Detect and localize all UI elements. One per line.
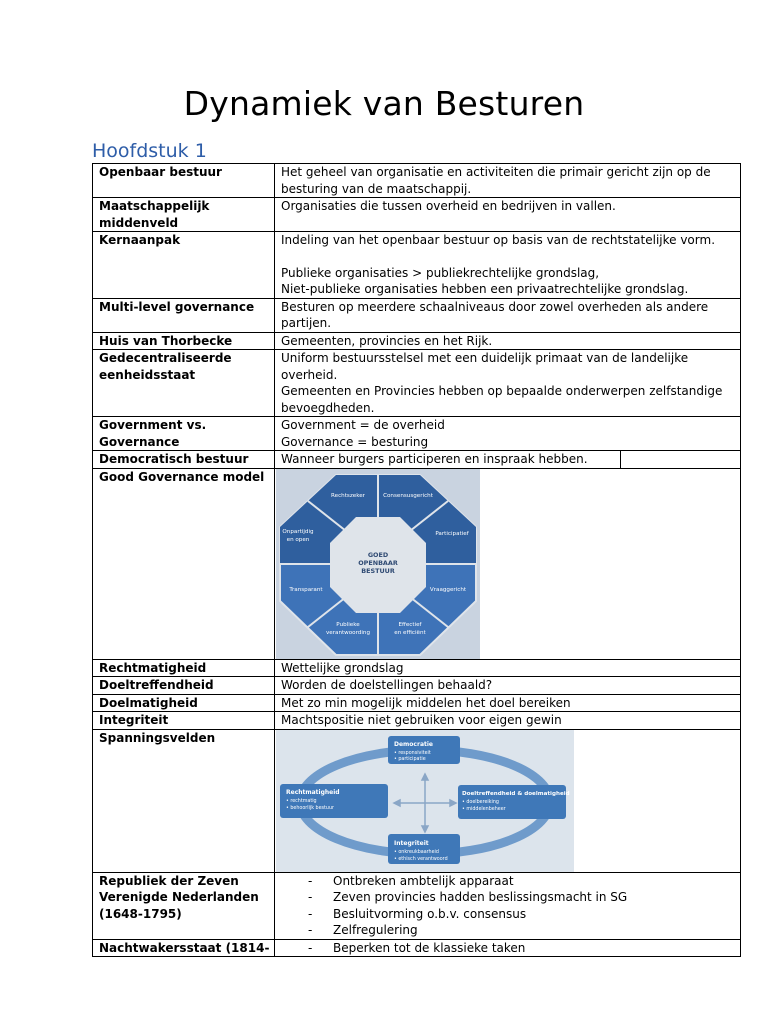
term-cell: Openbaar bestuur	[93, 164, 275, 198]
figure-cell	[275, 468, 741, 659]
term-cell: Democratisch bestuur	[93, 451, 275, 469]
definition-line: Publieke organisaties > publiekrechtelijke grondslag,	[281, 265, 600, 280]
term-cell: Maatschappelijk middenveld	[93, 198, 275, 232]
tension-box-item: • onkreukbaarheid	[394, 849, 439, 855]
tension-box-title: Integriteit	[394, 839, 429, 847]
list-item: - Ontbreken ambtelijk apparaat	[308, 873, 740, 890]
term-cell: Good Governance model	[93, 468, 275, 659]
term-cell: Nachtwakersstaat (1814-	[93, 939, 275, 957]
term-cell: Doeltreffendheid	[93, 677, 275, 695]
term-cell: Kernaanpak	[93, 232, 275, 299]
tension-box-item: • responsiviteit	[394, 750, 431, 756]
table-row	[93, 164, 741, 198]
good-governance-octagon	[276, 469, 480, 659]
tension-box-item: • doelbereiking	[462, 799, 499, 805]
table-row	[93, 451, 741, 469]
definition-cell	[275, 939, 741, 957]
bullet-list	[281, 940, 740, 957]
table-row	[93, 677, 741, 695]
tension-box-item: • behoorlijk bestuur	[286, 805, 334, 811]
term-cell: Doelmatigheid	[93, 694, 275, 712]
segment-label: Participatief	[435, 530, 469, 537]
table-row	[93, 729, 741, 872]
definition-cell: Het geheel van organisatie en activiteiten die primair gericht zijn op de besturing van de maatschappij.	[275, 164, 741, 198]
definition-line: Niet-publieke organisaties hebben een privaatrechtelijke grondslag.	[281, 282, 689, 296]
center-label: GOED	[367, 550, 389, 559]
definition-cell	[275, 872, 741, 939]
definition-line: Government = de overheid	[281, 418, 445, 432]
bullet-list	[281, 873, 740, 939]
definition-cell: Wettelijke grondslag	[275, 659, 741, 677]
tension-box-item: • rechtmatig	[286, 798, 317, 804]
table-row	[93, 332, 741, 350]
term-cell: Rechtmatigheid	[93, 659, 275, 677]
tension-box-item: • participatie	[394, 756, 426, 762]
definition-cell: Worden de doelstellingen behaald?	[275, 677, 741, 695]
definition-line: Governance = besturing	[281, 434, 429, 449]
term-cell: Republiek der Zeven Verenigde Nederlanden (1648-1795)	[93, 872, 275, 939]
table-row	[93, 659, 741, 677]
table-row	[93, 417, 741, 451]
segment-label: verantwoording	[325, 629, 371, 636]
definition-line: Gemeenten en Provincies hebben op bepaalde onderwerpen zelfstandige bevoegdheden.	[281, 384, 723, 415]
list-item: - Zeven provincies hadden beslissingsmacht in SG	[308, 889, 740, 906]
definitions-table	[92, 163, 741, 957]
chapter-heading: Hoofdstuk 1	[92, 140, 207, 162]
tension-box-title: Democratie	[394, 740, 433, 748]
tension-box-title: Rechtmatigheid	[286, 788, 340, 796]
definition-line: Uniform bestuursstelsel met een duidelijk primaat van de landelijke overheid.	[281, 351, 689, 382]
segment-label: Vraaggericht	[429, 586, 467, 593]
definition-cell: Machtspositie niet gebruiken voor eigen gewin	[275, 712, 741, 730]
segment-label: en open	[286, 536, 310, 543]
segment-label: Onpartijdig	[282, 528, 314, 535]
term-cell: Integriteit	[93, 712, 275, 730]
list-item: - Beperken tot de klassieke taken	[308, 940, 740, 957]
definition-cell: Organisaties die tussen overheid en bedrijven in vallen.	[275, 198, 741, 232]
segment-label: en efficiënt	[394, 629, 426, 636]
definition-cell: Gemeenten, provincies en het Rijk.	[275, 332, 741, 350]
definition-cell	[275, 417, 741, 451]
table-row	[93, 712, 741, 730]
definition-cell	[275, 451, 741, 469]
term-cell: Spanningsvelden	[93, 729, 275, 872]
table-row	[93, 872, 741, 939]
definition-cell: Met zo min mogelijk middelen het doel bereiken	[275, 694, 741, 712]
segment-label: Consensusgericht	[383, 492, 433, 499]
tension-field-diagram	[276, 730, 574, 872]
definition-cell	[275, 232, 741, 299]
definition-cell: Besturen op meerdere schaalniveaus door zowel overheden als andere partijen.	[275, 298, 741, 332]
table-row	[93, 232, 741, 299]
definition-cell	[275, 350, 741, 417]
segment-label: Effectief	[398, 621, 422, 628]
tension-box-item: • ethisch verantwoord	[394, 856, 448, 862]
tension-box-item: • middelenbeheer	[462, 806, 506, 812]
list-item: - Besluitvorming o.b.v. consensus	[308, 906, 740, 923]
table-row	[93, 939, 741, 957]
term-cell: Government vs. Governance	[93, 417, 275, 451]
list-item: - Zelfregulering	[308, 922, 740, 939]
table-row	[93, 468, 741, 659]
term-cell: Gedecentraliseerde eenheidsstaat	[93, 350, 275, 417]
segment-label: Transparant	[289, 586, 323, 593]
page-title: Dynamiek van Besturen	[183, 84, 585, 123]
term-cell: Huis van Thorbecke	[93, 332, 275, 350]
term-cell: Multi-level governance	[93, 298, 275, 332]
tension-box-title: Doeltreffendheid & doelmatigheid	[462, 790, 570, 797]
definition-text: Wanneer burgers participeren en inspraak hebben.	[275, 451, 621, 468]
table-row	[93, 350, 741, 417]
definition-line: Indeling van het openbaar bestuur op basis van de rechtstatelijke vorm.	[281, 233, 716, 247]
table-row	[93, 694, 741, 712]
segment-label: Publieke	[336, 621, 360, 628]
center-label: OPENBAAR	[358, 558, 398, 567]
figure-cell	[275, 729, 741, 872]
center-label: BESTUUR	[361, 566, 395, 575]
table-row	[93, 298, 741, 332]
segment-label: Rechtszeker	[331, 492, 365, 499]
table-row	[93, 198, 741, 232]
